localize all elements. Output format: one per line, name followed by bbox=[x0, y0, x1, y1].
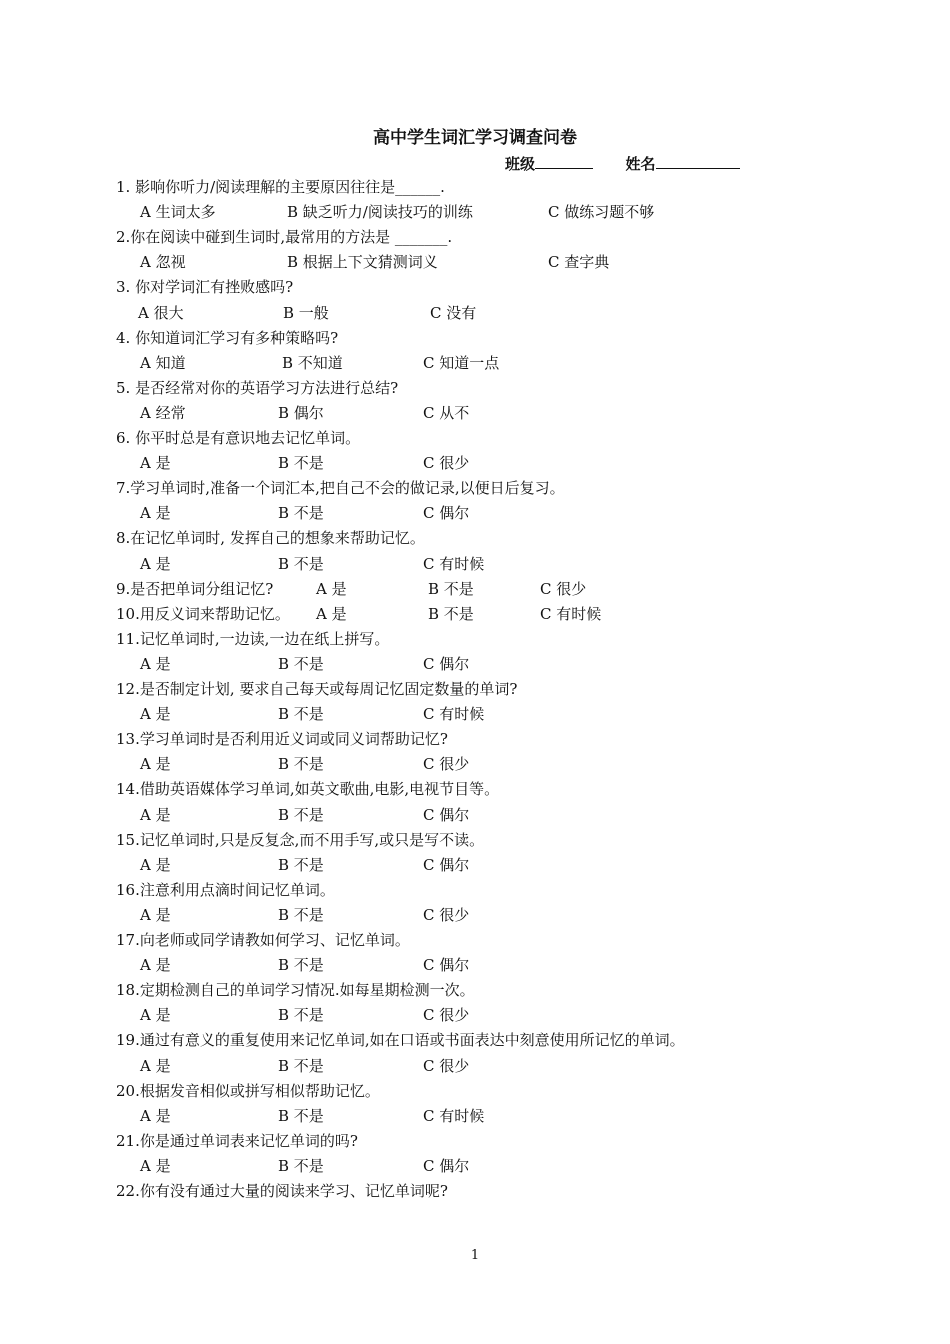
question-11-option-b[interactable]: B 不是 bbox=[278, 654, 324, 673]
question-5: 5. 是否经常对你的英语学习方法进行总结? bbox=[116, 378, 399, 397]
class-label: 班级 bbox=[505, 155, 536, 173]
question-8-option-c[interactable]: C 有时候 bbox=[423, 554, 485, 573]
question-2-option-c[interactable]: C 查字典 bbox=[548, 253, 610, 272]
question-9: 9.是否把单词分组记忆? bbox=[116, 579, 274, 598]
question-15: 15.记忆单词时,只是反复念,而不用手写,或只是写不读。 bbox=[116, 830, 485, 849]
question-1-option-b[interactable]: B 缺乏听力/阅读技巧的训练 bbox=[287, 203, 473, 222]
question-1: 1. 影响你听力/阅读理解的主要原因往往是______. bbox=[116, 178, 445, 196]
question-5-option-b[interactable]: B 偶尔 bbox=[278, 403, 324, 422]
question-12: 12.是否制定计划, 要求自己每天或每周记忆固定数量的单词? bbox=[116, 680, 518, 698]
question-18-option-b[interactable]: B 不是 bbox=[278, 1006, 324, 1025]
question-4-option-c[interactable]: C 知道一点 bbox=[423, 353, 500, 372]
question-12-option-b[interactable]: B 不是 bbox=[278, 705, 324, 724]
question-10: 10.用反义词来帮助记忆。 bbox=[116, 604, 290, 623]
question-19-option-b[interactable]: B 不是 bbox=[278, 1056, 324, 1075]
question-18: 18.定期检测自己的单词学习情况.如每星期检测一次。 bbox=[116, 981, 475, 1000]
question-21-option-b[interactable]: B 不是 bbox=[278, 1156, 324, 1175]
question-1-option-c[interactable]: C 做练习题不够 bbox=[548, 203, 655, 222]
question-3-option-a[interactable]: A 很大 bbox=[138, 303, 184, 322]
question-15-option-a[interactable]: A 是 bbox=[140, 855, 171, 874]
question-6: 6. 你平时总是有意识地去记忆单词。 bbox=[116, 429, 361, 447]
question-20-option-c[interactable]: C 有时候 bbox=[423, 1106, 485, 1125]
question-17: 17.向老师或同学请教如何学习、记忆单词。 bbox=[116, 931, 410, 949]
question-14-option-a[interactable]: A 是 bbox=[140, 805, 171, 824]
question-14-option-b[interactable]: B 不是 bbox=[278, 805, 324, 824]
question-21-option-a[interactable]: A 是 bbox=[140, 1156, 171, 1175]
question-5-option-c[interactable]: C 从不 bbox=[423, 403, 470, 422]
question-9-option-a[interactable]: A 是 bbox=[316, 579, 347, 598]
name-blank[interactable] bbox=[656, 154, 740, 169]
question-3-option-c[interactable]: C 没有 bbox=[430, 303, 477, 322]
question-16-option-a[interactable]: A 是 bbox=[140, 905, 171, 924]
question-11-option-c[interactable]: C 偶尔 bbox=[423, 654, 470, 673]
question-19: 19.通过有意义的重复使用来记忆单词,如在口语或书面表达中刻意使用所记忆的单词。 bbox=[116, 1031, 685, 1050]
question-11: 11.记忆单词时,一边读,一边在纸上拼写。 bbox=[116, 629, 390, 648]
page-number: 1 bbox=[470, 1248, 480, 1263]
question-7: 7.学习单词时,准备一个词汇本,把自己不会的做记录,以便日后复习。 bbox=[116, 479, 565, 498]
question-13-option-a[interactable]: A 是 bbox=[140, 755, 171, 774]
question-21: 21.你是通过单词表来记忆单词的吗? bbox=[116, 1131, 358, 1150]
document-title: 高中学生词汇学习调查问卷 bbox=[373, 128, 577, 148]
question-3-option-b[interactable]: B 一般 bbox=[283, 303, 329, 322]
question-20: 20.根据发音相似或拼写相似帮助记忆。 bbox=[116, 1081, 380, 1100]
question-19-option-c[interactable]: C 很少 bbox=[423, 1056, 470, 1075]
question-16-option-c[interactable]: C 很少 bbox=[423, 905, 470, 924]
question-4-option-a[interactable]: A 知道 bbox=[140, 353, 186, 372]
question-6-option-c[interactable]: C 很少 bbox=[423, 454, 470, 473]
question-20-option-a[interactable]: A 是 bbox=[140, 1106, 171, 1125]
question-4-option-b[interactable]: B 不知道 bbox=[282, 353, 343, 372]
question-17-option-a[interactable]: A 是 bbox=[140, 956, 171, 975]
question-6-option-a[interactable]: A 是 bbox=[140, 454, 171, 473]
question-11-option-a[interactable]: A 是 bbox=[140, 654, 171, 673]
question-18-option-a[interactable]: A 是 bbox=[140, 1006, 171, 1025]
class-blank[interactable] bbox=[535, 154, 593, 169]
question-6-option-b[interactable]: B 不是 bbox=[278, 454, 324, 473]
name-label: 姓名 bbox=[625, 155, 656, 173]
question-9-option-c[interactable]: C 很少 bbox=[540, 579, 587, 598]
question-1-option-a[interactable]: A 生词太多 bbox=[140, 203, 216, 222]
question-7-option-c[interactable]: C 偶尔 bbox=[423, 504, 470, 523]
question-18-option-c[interactable]: C 很少 bbox=[423, 1006, 470, 1025]
question-12-option-a[interactable]: A 是 bbox=[140, 705, 171, 724]
question-19-option-a[interactable]: A 是 bbox=[140, 1056, 171, 1075]
class-name-fields bbox=[505, 153, 740, 174]
question-10-option-b[interactable]: B 不是 bbox=[428, 604, 474, 623]
question-15-option-c[interactable]: C 偶尔 bbox=[423, 855, 470, 874]
question-2-option-a[interactable]: A 忽视 bbox=[140, 253, 186, 272]
question-15-option-b[interactable]: B 不是 bbox=[278, 855, 324, 874]
question-8: 8.在记忆单词时, 发挥自己的想象来帮助记忆。 bbox=[116, 529, 425, 548]
question-14: 14.借助英语媒体学习单词,如英文歌曲,电影,电视节目等。 bbox=[116, 780, 500, 799]
question-7-option-b[interactable]: B 不是 bbox=[278, 504, 324, 523]
question-2: 2.你在阅读中碰到生词时,最常用的方法是 _______. bbox=[116, 228, 453, 247]
question-9-option-b[interactable]: B 不是 bbox=[428, 579, 474, 598]
question-16-option-b[interactable]: B 不是 bbox=[278, 905, 324, 924]
question-10-option-c[interactable]: C 有时候 bbox=[540, 604, 602, 623]
question-7-option-a[interactable]: A 是 bbox=[140, 504, 171, 523]
question-21-option-c[interactable]: C 偶尔 bbox=[423, 1156, 470, 1175]
question-17-option-c[interactable]: C 偶尔 bbox=[423, 956, 470, 975]
question-4: 4. 你知道词汇学习有多种策略吗? bbox=[116, 328, 339, 347]
question-10-option-a[interactable]: A 是 bbox=[316, 604, 347, 623]
question-16: 16.注意利用点滴时间记忆单词。 bbox=[116, 880, 335, 899]
question-13-option-c[interactable]: C 很少 bbox=[423, 755, 470, 774]
question-13: 13.学习单词时是否利用近义词或同义词帮助记忆? bbox=[116, 730, 448, 749]
question-22: 22.你有没有通过大量的阅读来学习、记忆单词呢? bbox=[116, 1182, 448, 1200]
question-13-option-b[interactable]: B 不是 bbox=[278, 755, 324, 774]
question-2-option-b[interactable]: B 根据上下文猜测词义 bbox=[287, 253, 438, 272]
question-5-option-a[interactable]: A 经常 bbox=[140, 403, 186, 422]
question-12-option-c[interactable]: C 有时候 bbox=[423, 705, 485, 724]
question-8-option-b[interactable]: B 不是 bbox=[278, 554, 324, 573]
question-14-option-c[interactable]: C 偶尔 bbox=[423, 805, 470, 824]
question-17-option-b[interactable]: B 不是 bbox=[278, 956, 324, 975]
question-3: 3. 你对学词汇有挫败感吗? bbox=[116, 278, 294, 297]
question-20-option-b[interactable]: B 不是 bbox=[278, 1106, 324, 1125]
question-8-option-a[interactable]: A 是 bbox=[140, 554, 171, 573]
